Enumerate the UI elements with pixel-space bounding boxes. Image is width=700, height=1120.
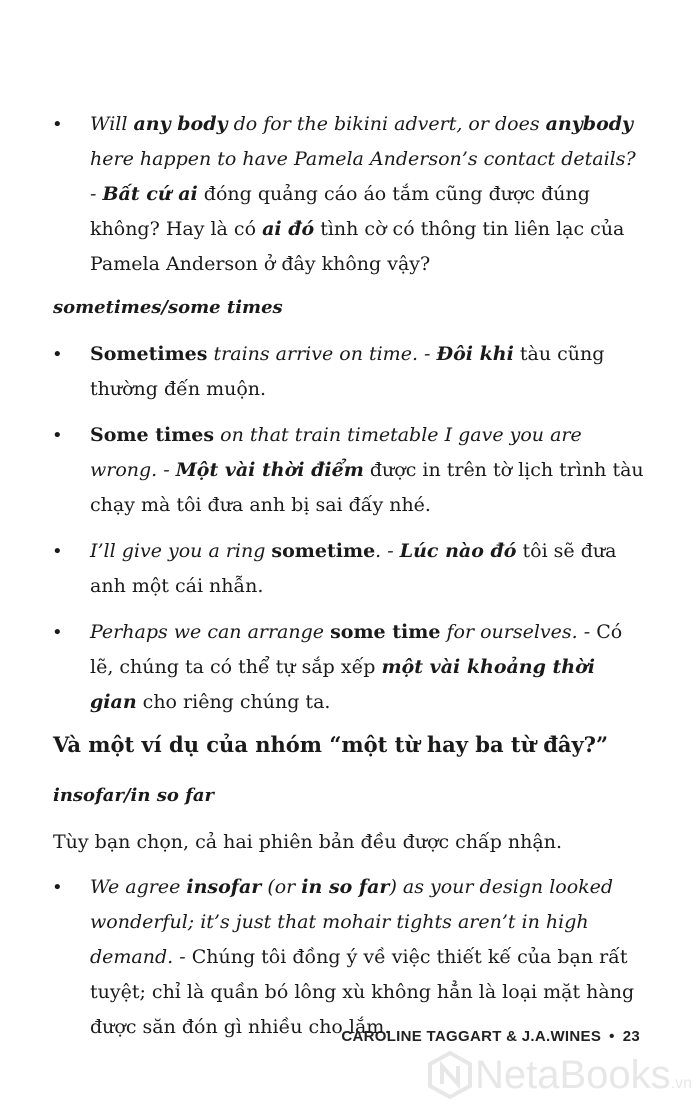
text-run: some time [330,621,441,643]
example-bullet-insofar [52,870,652,1045]
watermark-brand: NetaBooks [474,1052,671,1097]
text-run: here happen to have Pamela Anderson’s contact details? - [90,148,636,205]
watermark [425,1050,692,1100]
text-run: for ourselves. - [440,621,597,643]
example-bullet-anybody [52,107,652,282]
text-run: any body [133,113,228,135]
bullet-dot: • [52,344,63,365]
text-run: We agree [90,876,187,898]
page-number: 23 [622,1028,640,1045]
example-bullet-sometime [52,534,652,604]
text-run: cho riêng chúng ta. [136,691,331,713]
text-run: do for the bikini advert, or does [227,113,546,135]
text-run: ) as your design looked wonderful; it’s just that mohair tights aren’t in high demand. - [90,876,614,968]
watermark-suffix: .vn [670,1074,692,1092]
text-run: tôi sẽ đưa anh một cái nhẫn. [90,540,617,597]
text-run: Will [90,113,134,135]
text-run: Sometimes [90,343,208,365]
heading-insofar: insofar/in so far [53,785,215,806]
bullet-dot: • [52,425,63,446]
text-run: insofar [186,876,262,898]
text-run: Đôi khi [436,343,514,365]
bullet-dot: • [52,541,63,562]
example-text [90,418,645,523]
text-run: một vài khoảng thời gian [90,656,595,713]
bullet-dot: • [52,114,63,135]
bullet-dot: • [52,622,63,643]
text-run: anybody [545,113,634,135]
example-text [90,870,645,1045]
text-run: được in trên tờ lịch trình tàu chạy mà tôi đưa anh bị sai đấy nhé. [90,459,644,516]
text-run: (or [261,876,302,898]
text-run: đóng quảng cáo áo tắm cũng được đúng không? Hay là có [90,183,590,240]
bullet-dot: • [52,877,63,898]
example-bullet-sometimes [52,337,652,407]
example-text [90,615,645,720]
example-text [90,534,645,604]
text-run: Có lẽ, chúng ta có thể tự sắp xếp [90,621,623,678]
text-run: Chúng tôi đồng ý về việc thiết kế của bạn rất tuyệt; chỉ là quần bó lông xù không hẳn là loại mặt hàng được săn đón gì nhiều cho lắm. [90,946,635,1038]
text-run: tàu cũng thường đến muộn. [90,343,605,400]
example-bullet-some-time [52,615,652,720]
text-run: Perhaps we can arrange [90,621,331,643]
example-text [90,337,645,407]
text-run: sometime [271,540,376,562]
watermark-text [475,1053,692,1098]
netabooks-logo-icon [425,1050,475,1100]
text-run: Lúc nào đó [399,540,517,562]
page-footer [341,1028,640,1045]
text-run: in so far [301,876,390,898]
text-run: Bất cứ ai [102,183,198,205]
text-run: trains arrive on time. - [207,343,437,365]
text-run: Some times [90,424,215,446]
example-text [90,107,645,282]
heading-sometimes: sometimes/some times [53,297,283,318]
section-title: Và một ví dụ của nhóm “một từ hay ba từ đây?” [53,732,609,757]
text-run: . - [375,540,400,562]
text-run: ai đó [262,218,315,240]
example-bullet-some-times [52,418,652,523]
footer-separator: • [609,1028,615,1045]
text-run: I’ll give you a ring [90,540,272,562]
text-run: Một vài thời điểm [175,459,364,481]
footer-authors: CAROLINE TAGGART & J.A.WINES [341,1028,602,1045]
text-run: tình cờ có thông tin liên lạc của Pamela Anderson ở đây không vậy? [90,218,625,275]
intro-paragraph: Tùy bạn chọn, cả hai phiên bản đều được chấp nhận. [53,831,562,853]
text-run: on that train timetable I gave you are wrong. - [90,424,582,481]
